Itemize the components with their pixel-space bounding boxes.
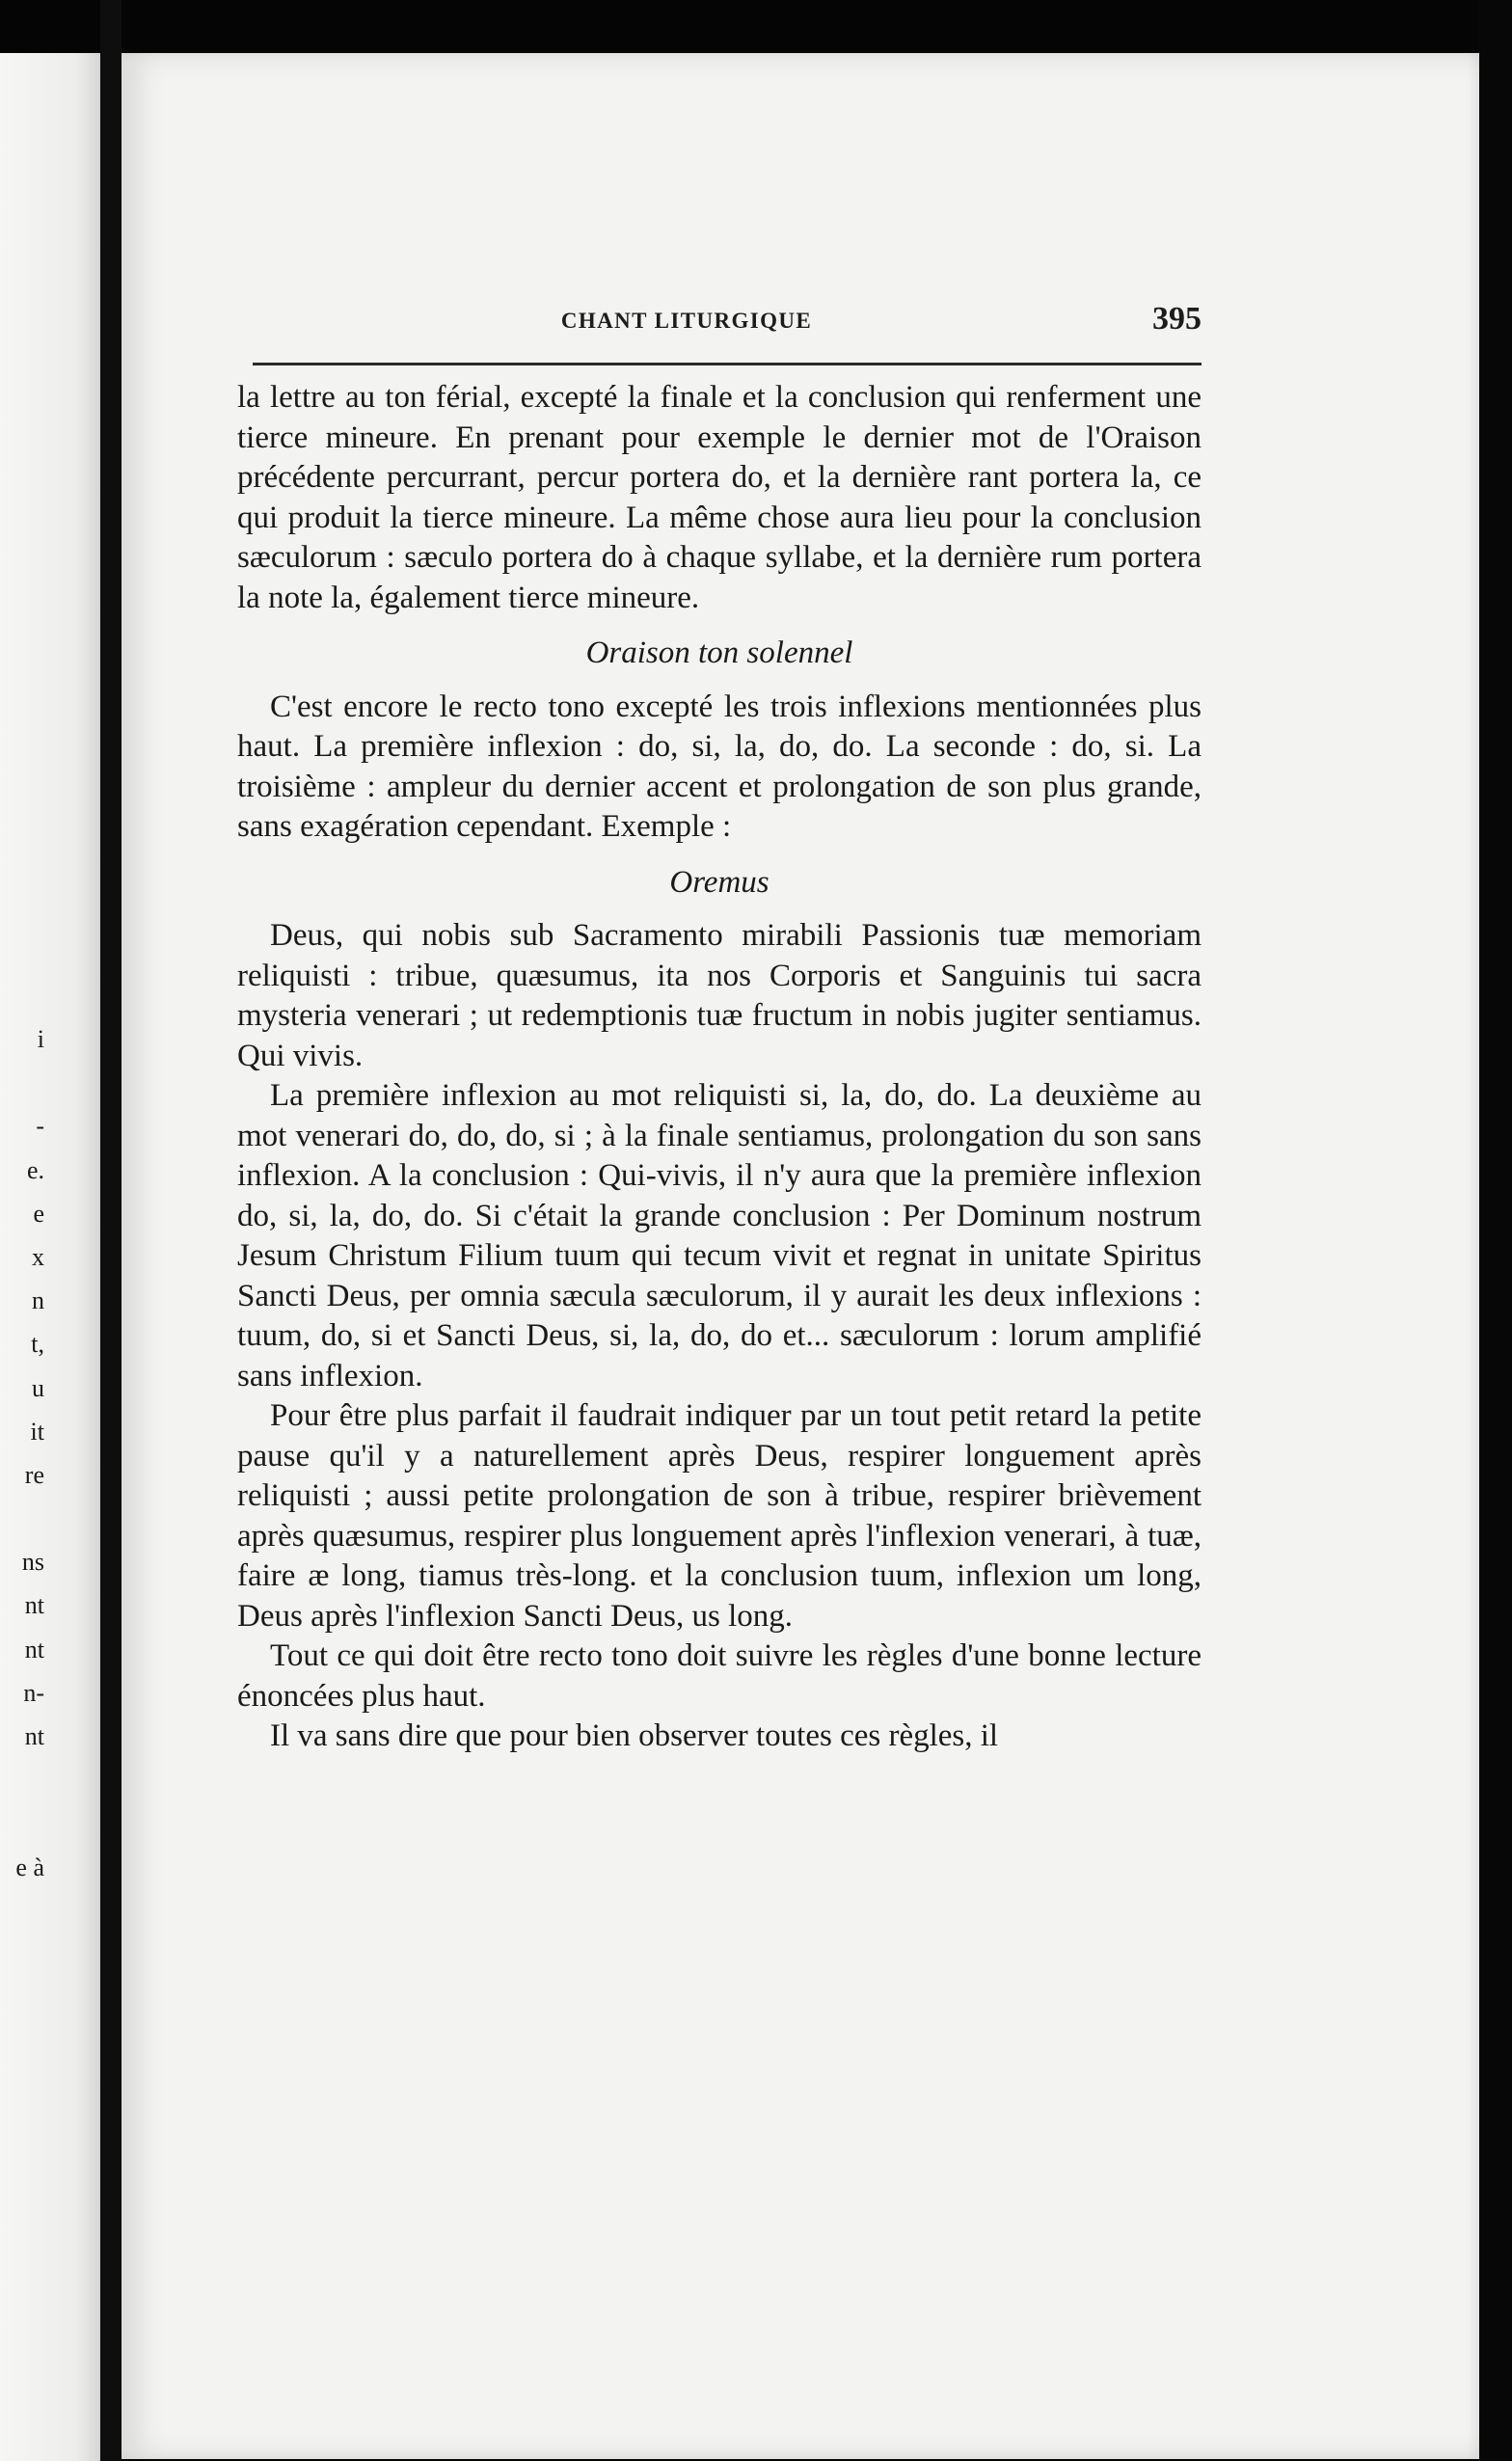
left-fragment: n (32, 1286, 44, 1315)
paragraph: Deus, qui nobis sub Sacramento mirabili Passionis tuæ memoriam reliquisti : tribue, quæsumus, ita nos Corporis et Sanguinis tui sacra mysteria venerari ; ut redemptionis tuæ fructum in nobis jugiter sentiamus. Qui vivis. (237, 918, 1202, 1073)
left-fragment (0, 1758, 44, 1801)
left-fragment: i (37, 1025, 44, 1053)
section-heading: Oremus (669, 864, 770, 900)
paragraph: La première inflexion au mot reliquisti si, la, do, do. La deuxième au mot venerari do, do, do, si ; à la finale sentiamus, prolongation du son sans inflexion. A la conclusion : Qui-vivis, il n'y aura que la première inflexion do, si, la, do, do. Si c'était la grande conclusion : Per Dominum nostrum Jesum Christum Filium tuum qui tecum vivit et regnat in unitate Spiritus Sancti Deus, per omnia sæcula sæculorum, il y aurait les deux inflexions : tuum, do, si et Sancti Deus, si, la, do, do et... sæculorum : lorum amplifié sans inflexion. (237, 1078, 1202, 1393)
left-fragment: t, (31, 1330, 44, 1359)
left-fragment: nt (24, 1591, 44, 1620)
left-fragment: ns (21, 1548, 44, 1577)
section-heading: Oraison ton solennel (585, 636, 853, 670)
left-page-text-fragments (0, 1017, 44, 1889)
body-text (237, 378, 1202, 1757)
paragraph: Il va sans dire que pour bien observer toutes ces règles, il (270, 1718, 999, 1753)
header-rule (253, 363, 1202, 365)
book-gutter (100, 0, 122, 2461)
paragraph: la lettre au ton férial, excepté la finale et la conclusion qui renferment une tierce mineure. En prenant pour exemple le dernier mot de l'Oraison précédente percurrant, percur portera do, et la dernière rant portera la, ce qui produit la tierce mineure. La même chose aura lieu pour la conclusion sæculorum : sæculo portera do à chaque syllabe, et la dernière rum portera la note la, également tierce mineure. (237, 380, 1202, 615)
left-fragment: - (36, 1112, 44, 1141)
left-fragment: e (33, 1199, 44, 1228)
page-right-edge (1479, 0, 1512, 2461)
left-fragment: nt (24, 1635, 44, 1663)
left-fragment (0, 1801, 44, 1845)
paragraph: Pour être plus parfait il faudrait indiquer par un tout petit retard la petite pause qu'il y a naturellement après Deus, respirer longuement après reliquisti ; aussi petite prolongation de son à tribue, respirer brièvement après quæsumus, respirer plus longuement après l'inflexion venerari, à tuæ, faire æ long, tiamus très-long. et la conclusion tuum, inflexion um long, Deus après l'inflexion Sancti Deus, us long. (237, 1398, 1202, 1634)
running-title: CHANT LITURGIQUE (560, 309, 813, 333)
left-fragment: e à (15, 1853, 44, 1881)
left-fragment: it (30, 1417, 44, 1446)
running-header (239, 301, 1202, 357)
paragraph: Tout ce qui doit être recto tono doit suivre les règles d'une bonne lecture énoncées plus haut. (237, 1638, 1202, 1714)
left-fragment: n- (23, 1678, 44, 1707)
left-fragment: nt (24, 1722, 44, 1750)
left-fragment: re (24, 1460, 44, 1489)
paragraph: C'est encore le recto tono excepté les trois inflexions mentionnées plus haut. La première inflexion : do, si, la, do, do. La seconde : do, si. La troisième : ampleur du dernier accent et prolongation de son plus grande, sans exagération cependant. Exemple : (237, 689, 1202, 844)
left-fragment: x (32, 1242, 44, 1271)
left-fragment (0, 1061, 44, 1104)
left-fragment (0, 1497, 44, 1540)
left-fragment: u (32, 1373, 44, 1402)
left-fragment: e. (26, 1155, 44, 1184)
page-number: 395 (1152, 301, 1202, 337)
